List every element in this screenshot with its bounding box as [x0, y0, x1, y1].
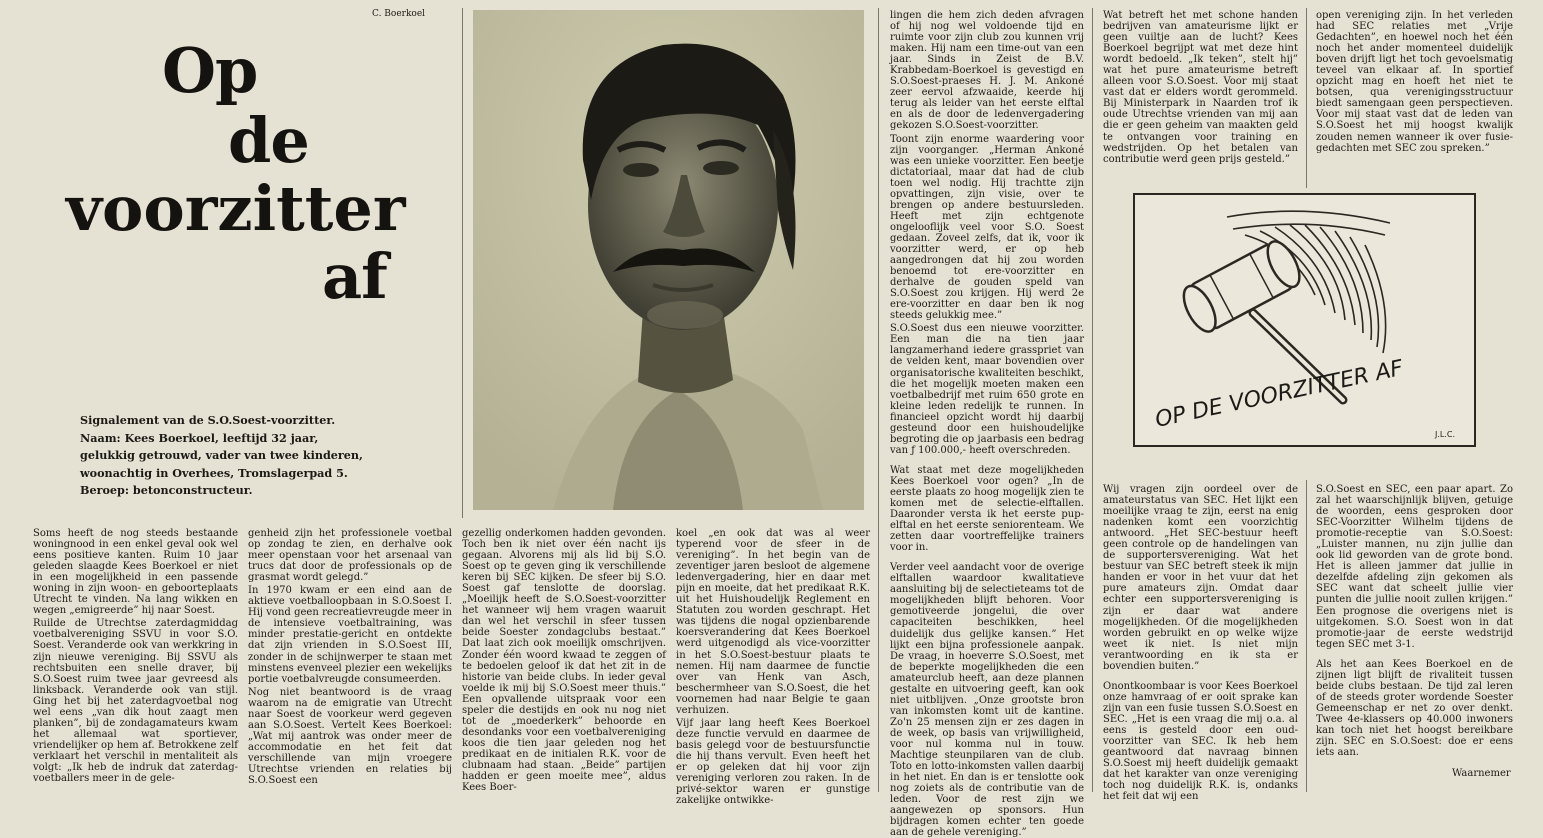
paragraph: Onontkoombaar is voor Kees Boerkoel onze hamvraag of er ooit sprake kan zijn van een fusie tussen S.O.Soest en SEC. „Het is een vraag die mij o.a. al eens is gesteld door een oud-voorzitter van SEC. Ik heb hem geantwoord dat navraag binnen S.O.Soest mij heeft duidelijk gemaakt dat het karakter van onze vereniging toch nog duidelijk R.K. is, ondanks het feit dat wij een: [1103, 680, 1298, 803]
paragraph: Vijf jaar lang heeft Kees Boerkoel deze functie vervuld en daarmee de basis gelegd voor de bestuursfunctie die hij thans vervult. Even heeft het er op geleken dat hij voor zijn vereniging verloren zou raken. In de privé-sektor waren er gunstige zakelijke ontwikke-: [676, 717, 870, 807]
paragraph: Verder veel aandacht voor de overige elftallen waardoor kwalitatieve aansluiting bij de selectieteams tot de mogelijkheden blijft behoren. Voor gemotiveerde jongelui, die over capaciteiten beschikken, heel duidelijk dus gelijke kansen.” Het lijkt een bijna professionele aanpak. De vraag, in hoeverre S.O.Soest, met de beperkte mogelijkheden die een amateurclub heeft, aan deze plannen gestalte en uitvoering geeft, kan ook niet uitblijven. „Onze grootste bron van inkomsten komt uit de kantine. Zo'n 25 mensen zijn er zes dagen in de week, op basis van vrijwilligheid, voor nul komma nul in touw. Machtige steunpilaren van de club. Toto en lotto-inkomsten vallen daarbij in het niet. En dan is er tenslotte ook nog zoiets als de contributie van de leden. Voor de rest zijn we aangewezen op sponsors. Hun bijdragen komen echter ten goede aan de gehele vereniging.”: [890, 562, 1084, 838]
standfirst-line: Signalement van de S.O.Soest-voorzitter.: [80, 413, 336, 427]
standfirst-line: woonachtig in Overhees, Tromslagerpad 5.: [80, 465, 348, 480]
paragraph: lingen die hem zich deden afvragen of hij nog wel voldoende tijd en ruimte voor zijn club zou kunnen vrij maken. Hij nam een time-out van een jaar. Sinds in Zeist de B.V. Krabbedam-Boerkoel is gevestigd en S.O.Soest-praeses H. J. M. Ankoné zeer eervol afzwaaide, keerde hij terug als leider van het eerste elftal en als de door de ledenvergadering gekozen S.O.Soest-voorzitter.: [890, 10, 1084, 132]
article-column-7-continued: [1316, 484, 1513, 762]
paragraph: genheid zijn het professionele voetbal op zondag te zien, en derhalve ook meer openstaan voor het arsenaal van trucs dat door de professionals op de grasmat wordt gelegd.”: [248, 528, 452, 584]
standfirst-line: gelukkig getrouwd, vader van twee kinderen,: [80, 448, 363, 463]
article-column-2: [248, 528, 452, 796]
portrait-photo-image: [473, 10, 864, 510]
article-column-3: [462, 528, 666, 796]
headline-line: af: [322, 240, 387, 313]
article-column-5: [890, 10, 1084, 838]
paragraph: Wat betreft het met schone handen bedrijven van amateurisme lijkt er geen vuiltje aan de lucht? Kees Boerkoel begrijpt wat met deze hint wordt bedoeld. „Ik teken”, stelt hij” wat het pure amateurisme betreft alleen voor S.O.Soest. Voor mij staat vast dat er elders wordt gerommeld. Bij Ministerpark in Naarden trof ik oude Utrechtse vrienden van mij aan die er geen geheim van maakten geld te ontvangen voor training en wedstrijden. Op het betalen van contributie werd geen prijs gesteld.”: [1103, 10, 1298, 165]
article-column-6: [1103, 10, 1298, 180]
byline: C. Boerkoel: [372, 9, 426, 19]
headline: [40, 30, 406, 360]
column-rule: [1092, 8, 1093, 792]
paragraph: Toont zijn enorme waardering voor zijn voorganger. „Herman Ankoné was een unieke voorzitter. Een beetje dictatoriaal, maar dat had de club toen wel nodig. Hij trachtte zijn opvattingen, zijn visie, over te brengen op andere bestuursleden. Heeft met zijn echtgenote ongelooflijk veel voor S.O. Soest gedaan. Zoveel zelfs, dat ik, voor ik voorzitter werd, er op heb aangedrongen dat hij zou worden benoemd tot ere-voorzitter en derhalve de gouden speld van S.O.Soest zou krijgen. Hij werd 2e ere-voorzitter en daar ben ik nog steeds gelukkig mee.”: [890, 133, 1084, 322]
paragraph: gezellig onderkomen hadden gevonden. Toch ben ik niet over één nacht ijs gegaan. Alvorens mij als lid bij S.O. Soest op te geven ging ik verschillende keren bij SEC kijken. De sfeer bij S.O. Soest gaf tenslotte de doorslag. „Moeilijk heeft de S.O.Soest-voorzitter het wanneer wij hem vragen waaruit dan wel het verschil in sfeer tussen beide Soester zondagclubs bestaat.” Dat laat zich ook moeilijk omschrijven. Zonder één woord kwaad te zeggen of te bedoelen geloof ik dat het zit in de historie van beide clubs. In ieder geval voelde ik mij bij S.O.Soest meer thuis.” Een opvallende uitspraak voor een speler die destijds en ook nu nog niet tot de „moederkerk” behoorde en desondanks voor een voetbalvereniging koos die tien jaar geleden nog het predikaat en de initialen R.K. voor de clubnaam had staan. „Beide” partijen hadden er geen moeite mee”, aldus Kees Boer-: [462, 528, 666, 794]
cartoon-caption: OP DE VOORZITTER AF: [1153, 355, 1406, 433]
standfirst-line: Naam: Kees Boerkoel, leeftijd 32 jaar,: [80, 430, 319, 445]
paragraph: Als het aan Kees Boerkoel en de zijnen ligt blijft de rivaliteit tussen beide clubs bestaan. De tijd zal leren of de steeds groter wordende Soester Gemeenschap er net zo over denkt. Twee 4e-klassers op 40.000 inwoners kan toch niet het hoogst bereikbare zijn. SEC en S.O.Soest: doe er eens iets aan.: [1316, 658, 1513, 759]
standfirst: [80, 412, 392, 500]
column-rule: [1306, 480, 1307, 792]
standfirst-line: Beroep: betonconstructeur.: [80, 483, 253, 498]
headline-line: de: [228, 104, 309, 177]
paragraph: open vereniging zijn. In het verleden had SEC relaties met „Vrije Gedachten”, en hoewel noch het één noch het ander momenteel duidelijk boven drijft ligt het toch gevoelsmatig teveel van elkaar af. In sportief opzicht mag en hoeft het niet te botsen, qua verenigingsstructuur biedt samengaan geen perspectieven. Voor mij staat vast dat de leden van S.O.Soest het mij hoogst kwalijk zouden nemen wanneer ik over fusie-gedachten met SEC zou spreken.”: [1316, 10, 1513, 154]
article-column-4: [676, 528, 870, 807]
column-rule: [878, 8, 879, 792]
column-rule: [462, 8, 463, 518]
article-column-1: [33, 528, 238, 796]
paragraph: S.O.Soest dus een nieuwe voorzitter. Een man die na tien jaar langzamerhand iedere grasspriet van de velden kent, maar bovendien over organisatorische kwaliteiten beschikt, die het mogelijk moeten maken een voetbalbedrijf met ruim 650 grote en kleine leden redelijk te runnen. In financieel opzicht wordt hij daarbij gesteund door een huishoudelijke begroting die op jaarbasis een bedrag van ƒ 100.000,- heeft overschreden.: [890, 323, 1084, 456]
headline-line: Op: [162, 34, 258, 107]
author-signoff: Waarnemer: [1452, 768, 1511, 779]
article-column-6-continued: [1103, 484, 1298, 803]
paragraph: Wat staat met deze mogelijkheden Kees Boerkoel voor ogen? „In de eerste plaats zo hoog mogelijk zien te komen met de selectie-elftallen. Daaronder versta ik het eerste pup-elftal en het eerste seniorenteam. We zetten daar voortreffelijke trainers voor in.: [890, 464, 1084, 554]
gavel-drawing: [1135, 195, 1474, 445]
portrait-photo: [473, 10, 864, 510]
paragraph: S.O.Soest en SEC, een paar apart. Zo zal het waarschijnlijk blijven, getuige de woorden, eens gesproken door SEC-Voorzitter Wilhelm tijdens de promotie-receptie van S.O.Soest: „Luister mannen, nu zijn jullie dan ook lid geworden van de grote bond. Het is alleen jammer dat jullie in dezelfde afdeling zijn gekomen als SEC want dat scheelt jullie vier punten die jullie nooit zullen krijgen.” Een prognose die overigens niet is uitgekomen. S.O. Soest won in dat promotie-jaar de eerste wedstrijd tegen SEC met 3-1.: [1316, 484, 1513, 650]
paragraph: Ruilde de Utrechtse zaterdagmiddag voetbalvereniging SSVU in voor S.O. Soest. Veranderde ook van werkkring in zijn nieuwe vereniging. Bij SSVU als rechtsbuiten een snelle draver, bij S.O.Soest ruim twee jaar gevreesd als linksback. Veranderde ook van stijl. Ging het bij het zaterdagvoetbal nog wel eens „van dik hout zaagt men planken”, bij de zondagamateurs kwam het allemaal wat sportiever, vriendelijker op hem af. Betrokkene zelf verklaart het verschil in mentaliteit als volgt: „Ik heb de indruk dat zaterdag-voetballers meer in de gele-: [33, 618, 238, 785]
cartoon-signature: J.L.C.: [1435, 430, 1456, 439]
headline-line: voorzitter: [66, 172, 406, 245]
paragraph: In 1970 kwam er een eind aan de aktieve voetballoopbaan in S.O.Soest I. Hij vond geen recreatievreugde meer in de intensieve voetbaltraining, was minder prestatie-gericht en ontdekte dat zijn vrienden in S.O.Soest III, zonder in de schijnwerper te staan met minstens evenveel plezier een wekelijks portie voetbalvreugde consumeerden.: [248, 585, 452, 685]
paragraph: Wij vragen zijn oordeel over de amateurstatus van SEC. Het lijkt een moeilijke vraag te zijn, eerst na enig nadenken komt een voorzichtig antwoord. „Het SEC-bestuur heeft geen controle op de handelingen van de supportersvereniging. Wat het bestuur van SEC betreft steek ik mijn handen er voor in het vuur dat het pure amateurs zijn. Omdat daar echter een supportersvereniging is zijn er daar wat andere mogelijkheden. Of die mogelijkheden worden gebruikt en op welke wijze weet ik niet. Is niet mijn verantwoording en ik sta er bovendien buiten.”: [1103, 484, 1298, 672]
cartoon-illustration: [1133, 193, 1476, 447]
paragraph: Nog niet beantwoord is de vraag waarom na de emigratie van Utrecht naar Soest de voorkeur werd gegeven aan S.O.Soest. Vertelt Kees Boerkoel: „Wat mij aantrok was onder meer de accommodatie en het feit dat verschillende van mijn vroegere Utrechtse vrienden en relaties bij S.O.Soest een: [248, 686, 452, 787]
column-rule: [1306, 8, 1307, 188]
paragraph: koel „en ook dat was al weer typerend voor de sfeer in de vereniging”. In het begin van de zeventiger jaren besloot de algemene ledenvergadering, hier en daar met pijn en moeite, dat het predikaat R.K. uit het Huishoudelijk Reglement en Statuten zou worden geschrapt. Het was tijdens die nogal opzienbarende koersverandering dat Kees Boerkoel werd uitgenodigd als vice-voorzitter in het S.O.Soest-bestuur plaats te nemen. Hij nam daarmee de functie over van Henk van Asch, beschermheer van S.O.Soest, die het voornemen had naar Belgie te gaan verhuizen.: [676, 528, 870, 716]
article-column-7: [1316, 10, 1513, 180]
paragraph: Soms heeft de nog steeds bestaande woningnood in een enkel geval ook wel eens positieve kanten. Ruim 10 jaar geleden slaagde Kees Boerkoel er niet in een mogelijkheid in een passende woning in zijn woon- en geboorteplaats Utrecht te vinden. Na lang wikken en wegen „emigreerde” hij naar Soest.: [33, 528, 238, 617]
